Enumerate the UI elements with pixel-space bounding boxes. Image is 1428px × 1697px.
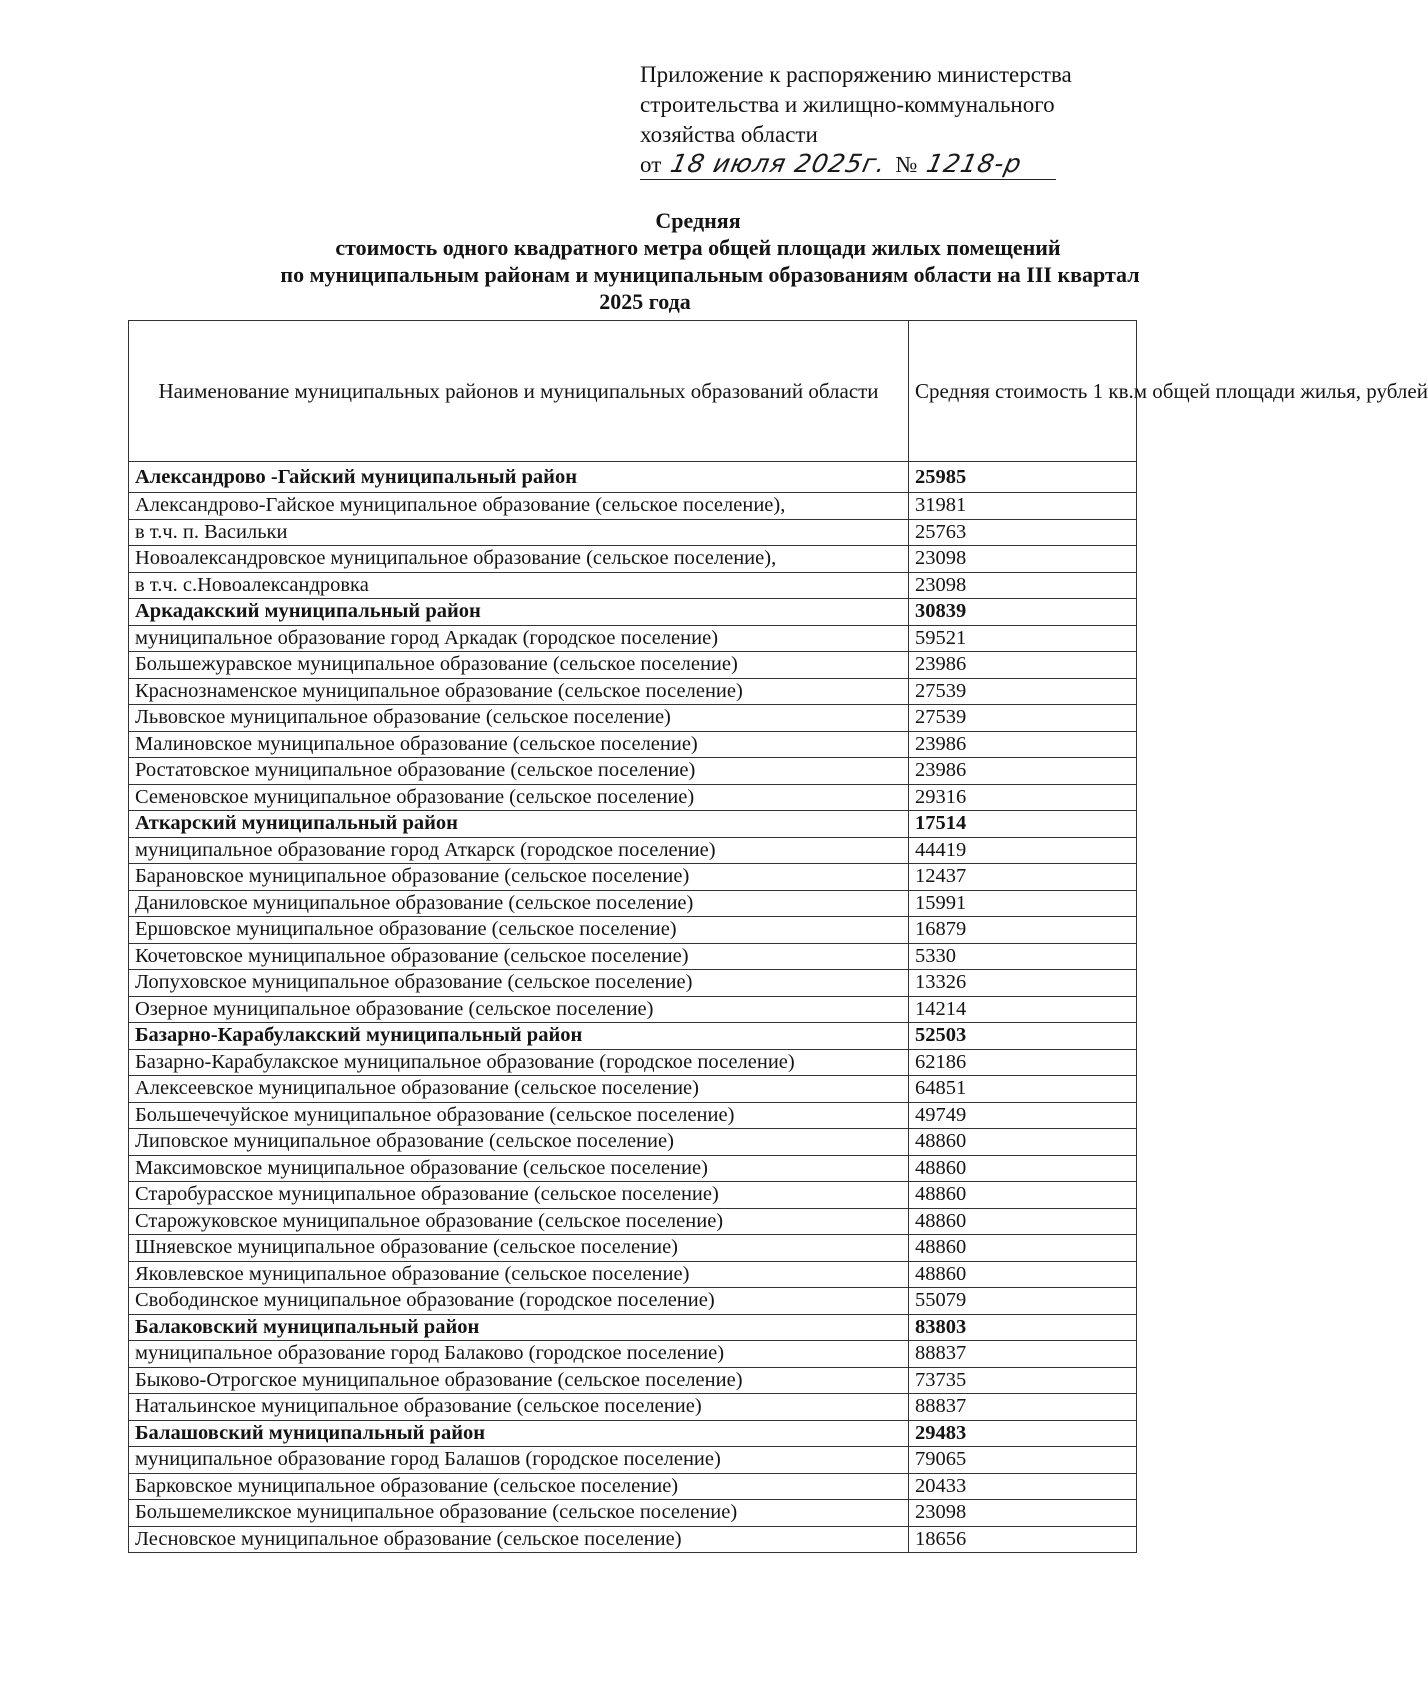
- row-name: муниципальное образование город Балаково (городское поселение): [129, 1341, 909, 1368]
- row-value: 25763: [909, 519, 1137, 546]
- row-name: Липовское муниципальное образование (сельское поселение): [129, 1129, 909, 1156]
- row-name: Большежуравское муниципальное образование (сельское поселение): [129, 652, 909, 679]
- row-name: Семеновское муниципальное образование (сельское поселение): [129, 784, 909, 811]
- appendix-line-3: хозяйства области: [640, 122, 818, 147]
- row-value: 13326: [909, 970, 1137, 997]
- table-row: [129, 943, 1137, 970]
- row-value: 88837: [909, 1341, 1137, 1368]
- table-row: [129, 996, 1137, 1023]
- table-row: [129, 917, 1137, 944]
- district-row: [129, 599, 1137, 626]
- table-row: [129, 678, 1137, 705]
- row-value: 59521: [909, 625, 1137, 652]
- document-title: [150, 207, 1150, 315]
- row-value: 23986: [909, 758, 1137, 785]
- appendix-line-2: строительства и жилищно-коммунального: [640, 92, 1055, 117]
- row-name: муниципальное образование город Аркадак (городское поселение): [129, 625, 909, 652]
- row-value: 64851: [909, 1076, 1137, 1103]
- handwritten-date: 18 июля 2025г.: [668, 149, 889, 178]
- price-table: [128, 320, 1428, 1553]
- table-row: [129, 652, 1137, 679]
- table-row: [129, 1208, 1137, 1235]
- row-name: Барковское муниципальное образование (сельское поселение): [129, 1473, 909, 1500]
- district-row: [129, 1023, 1137, 1050]
- row-name: Алексеевское муниципальное образование (сельское поселение): [129, 1076, 909, 1103]
- table-row: [129, 1235, 1137, 1262]
- row-value: 48860: [909, 1129, 1137, 1156]
- table-row: [129, 731, 1137, 758]
- table-row: [129, 1473, 1137, 1500]
- table-row: [129, 1447, 1137, 1474]
- row-name: Старобурасское муниципальное образование (сельское поселение): [129, 1182, 909, 1209]
- row-value: 14214: [909, 996, 1137, 1023]
- row-value: 23098: [909, 546, 1137, 573]
- number-prefix: №: [895, 152, 918, 177]
- row-value: 16879: [909, 917, 1137, 944]
- row-name: Лопуховское муниципальное образование (сельское поселение): [129, 970, 909, 997]
- table-row: [129, 890, 1137, 917]
- row-name: Старожуковское муниципальное образование (сельское поселение): [129, 1208, 909, 1235]
- row-value: 12437: [909, 864, 1137, 891]
- row-name: Львовское муниципальное образование (сельское поселение): [129, 705, 909, 732]
- header-value: Средняя стоимость 1 кв.м общей площади жилья, рублей: [909, 321, 1137, 462]
- row-value: 48860: [909, 1235, 1137, 1262]
- table-row: [129, 1182, 1137, 1209]
- table-row: [129, 1049, 1137, 1076]
- row-value: 27539: [909, 705, 1137, 732]
- row-name: Большемеликское муниципальное образование (сельское поселение): [129, 1500, 909, 1527]
- row-name: Натальинское муниципальное образование (сельское поселение): [129, 1394, 909, 1421]
- title-line-1: Средняя: [655, 208, 741, 233]
- table-row: [129, 1500, 1137, 1527]
- row-name: Максимовское муниципальное образование (сельское поселение): [129, 1155, 909, 1182]
- table-row: [129, 864, 1137, 891]
- row-name: Шняевское муниципальное образование (сельское поселение): [129, 1235, 909, 1262]
- row-value: 5330: [909, 943, 1137, 970]
- table-row: [129, 572, 1137, 599]
- table-row: [129, 1076, 1137, 1103]
- row-value: 23986: [909, 731, 1137, 758]
- table-row: [129, 1367, 1137, 1394]
- row-name: Быково-Отрогское муниципальное образование (сельское поселение): [129, 1367, 909, 1394]
- row-name: Озерное муниципальное образование (сельское поселение): [129, 996, 909, 1023]
- row-name: муниципальное образование город Аткарск (городское поселение): [129, 837, 909, 864]
- row-name: Балашовский муниципальный район: [129, 1420, 909, 1447]
- table-row: [129, 784, 1137, 811]
- row-name: Барановское муниципальное образование (сельское поселение): [129, 864, 909, 891]
- row-value: 25985: [909, 462, 1137, 493]
- header-name: Наименование муниципальных районов и муниципальных образований области: [129, 321, 909, 462]
- table-row: [129, 970, 1137, 997]
- table-row: [129, 1129, 1137, 1156]
- row-value: 48860: [909, 1182, 1137, 1209]
- table-body: [129, 462, 1137, 1553]
- row-value: 55079: [909, 1288, 1137, 1315]
- district-row: [129, 1314, 1137, 1341]
- table-row: [129, 1341, 1137, 1368]
- row-value: 88837: [909, 1394, 1137, 1421]
- row-value: 18656: [909, 1526, 1137, 1553]
- row-name: Новоалександровское муниципальное образование (сельское поселение),: [129, 546, 909, 573]
- title-line-4: 2025 года: [599, 289, 691, 314]
- title-line-2: стоимость одного квадратного метра общей площади жилых помещений: [335, 235, 1061, 260]
- table-row: [129, 705, 1137, 732]
- row-value: 52503: [909, 1023, 1137, 1050]
- appendix-line-1: Приложение к распоряжению министерства: [640, 62, 1072, 87]
- table-row: [129, 758, 1137, 785]
- table-row: [129, 1288, 1137, 1315]
- row-name: в т.ч. п. Васильки: [129, 519, 909, 546]
- row-name: Свободинское муниципальное образование (городское поселение): [129, 1288, 909, 1315]
- row-name: Александрово-Гайское муниципальное образование (сельское поселение),: [129, 493, 909, 520]
- table-row: [129, 1155, 1137, 1182]
- date-prefix: от: [640, 152, 662, 177]
- row-value: 20433: [909, 1473, 1137, 1500]
- row-value: 83803: [909, 1314, 1137, 1341]
- row-name: Базарно-Карабулакское муниципальное образование (городское поселение): [129, 1049, 909, 1076]
- row-name: Краснознаменское муниципальное образование (сельское поселение): [129, 678, 909, 705]
- row-name: Базарно-Карабулакский муниципальный район: [129, 1023, 909, 1050]
- title-line-3: по муниципальным районам и муниципальным образованиям области на III квартал: [280, 262, 1140, 287]
- district-row: [129, 811, 1137, 838]
- row-value: 29483: [909, 1420, 1137, 1447]
- district-row: [129, 1420, 1137, 1447]
- row-name: Александрово -Гайский муниципальный район: [129, 462, 909, 493]
- handwritten-number: 1218-р: [924, 149, 1025, 178]
- row-value: 48860: [909, 1208, 1137, 1235]
- row-value: 17514: [909, 811, 1137, 838]
- row-value: 23986: [909, 652, 1137, 679]
- row-name: муниципальное образование город Балашов (городское поселение): [129, 1447, 909, 1474]
- table-row: [129, 519, 1137, 546]
- row-name: Большечечуйское муниципальное образование (сельское поселение): [129, 1102, 909, 1129]
- row-name: Аркадакский муниципальный район: [129, 599, 909, 626]
- row-name: Аткарский муниципальный район: [129, 811, 909, 838]
- order-date-number: [640, 150, 1056, 180]
- row-name: Ершовское муниципальное образование (сельское поселение): [129, 917, 909, 944]
- table-header-row: [129, 321, 1137, 462]
- row-value: 31981: [909, 493, 1137, 520]
- row-value: 30839: [909, 599, 1137, 626]
- row-value: 23098: [909, 1500, 1137, 1527]
- row-name: Малиновское муниципальное образование (сельское поселение): [129, 731, 909, 758]
- row-name: Ростатовское муниципальное образование (сельское поселение): [129, 758, 909, 785]
- row-value: 49749: [909, 1102, 1137, 1129]
- table-row: [129, 493, 1137, 520]
- row-value: 15991: [909, 890, 1137, 917]
- row-value: 79065: [909, 1447, 1137, 1474]
- row-value: 62186: [909, 1049, 1137, 1076]
- row-name: Лесновское муниципальное образование (сельское поселение): [129, 1526, 909, 1553]
- table-row: [129, 625, 1137, 652]
- table-row: [129, 1394, 1137, 1421]
- row-name: Балаковский муниципальный район: [129, 1314, 909, 1341]
- row-name: Яковлевское муниципальное образование (сельское поселение): [129, 1261, 909, 1288]
- row-name: Кочетовское муниципальное образование (сельское поселение): [129, 943, 909, 970]
- table-row: [129, 546, 1137, 573]
- table-row: [129, 1261, 1137, 1288]
- row-value: 48860: [909, 1261, 1137, 1288]
- row-value: 27539: [909, 678, 1137, 705]
- row-value: 44419: [909, 837, 1137, 864]
- row-name: Даниловское муниципальное образование (сельское поселение): [129, 890, 909, 917]
- row-value: 29316: [909, 784, 1137, 811]
- row-name: в т.ч. с.Новоалександровка: [129, 572, 909, 599]
- table-row: [129, 1102, 1137, 1129]
- table-row: [129, 1526, 1137, 1553]
- row-value: 23098: [909, 572, 1137, 599]
- district-row: [129, 462, 1137, 493]
- table-row: [129, 837, 1137, 864]
- row-value: 48860: [909, 1155, 1137, 1182]
- row-value: 73735: [909, 1367, 1137, 1394]
- appendix-note: [640, 60, 1160, 180]
